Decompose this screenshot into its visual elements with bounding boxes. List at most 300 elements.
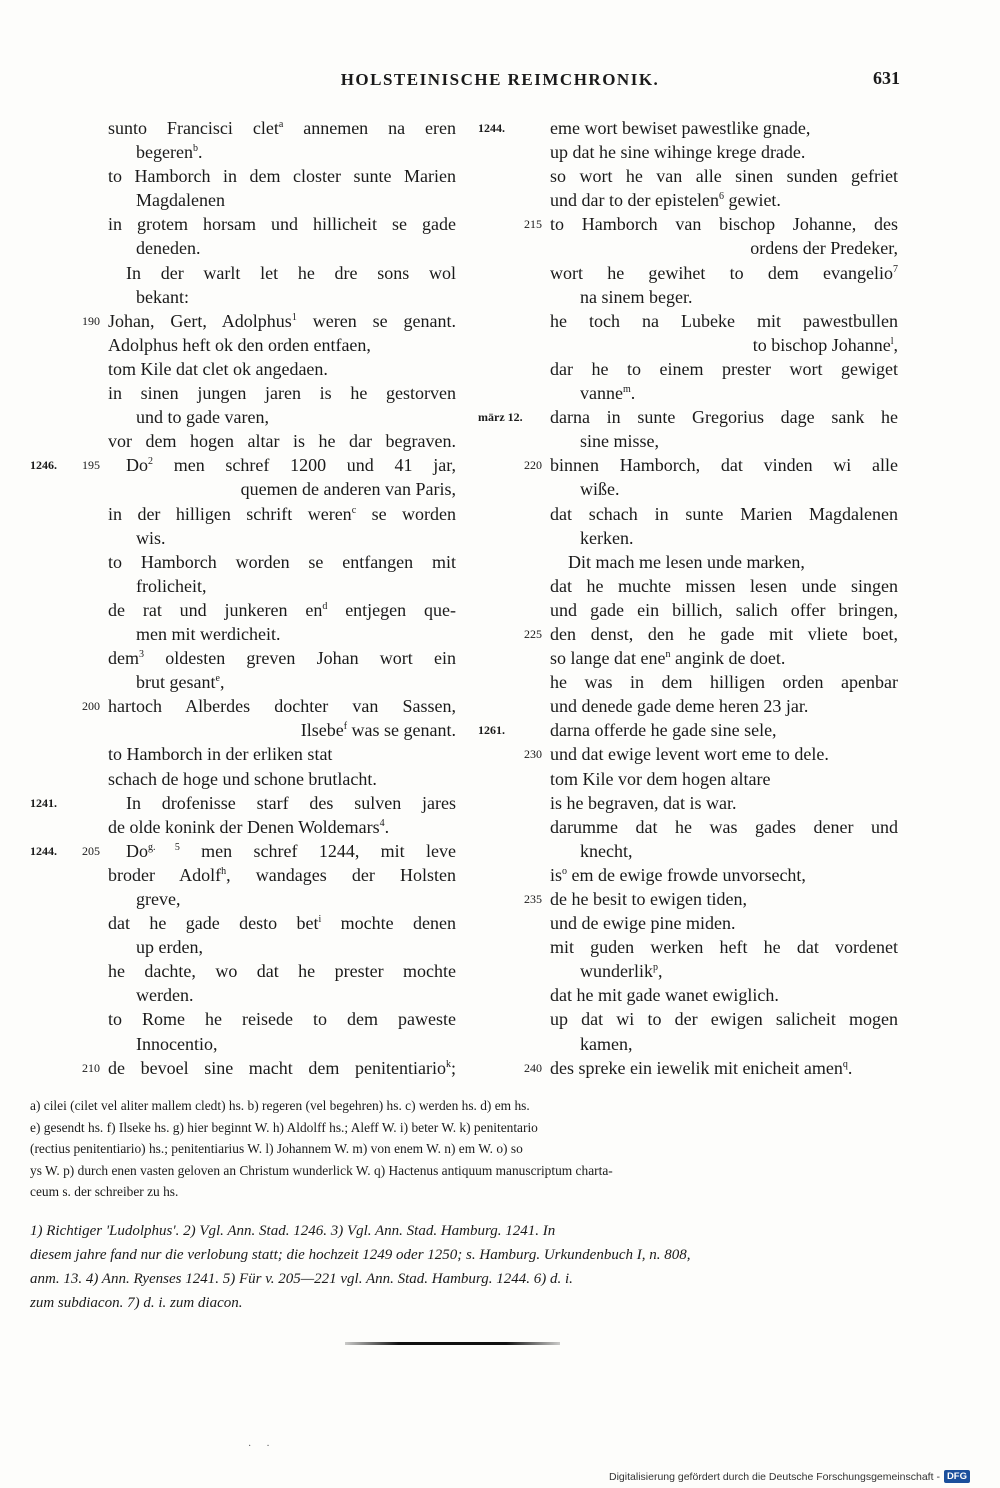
- verse-segment: kamen,: [580, 1033, 633, 1054]
- verse-segment: up dat he sine wihinge krege drade.: [550, 142, 806, 163]
- verse-line: [470, 694, 900, 718]
- note-marker: n: [665, 649, 671, 661]
- verse-text: [550, 357, 898, 381]
- verse-line: [470, 935, 900, 959]
- verse-text: [550, 767, 898, 791]
- verse-segment: wiße.: [580, 479, 620, 500]
- verse-segment: begeren: [136, 142, 193, 163]
- verse-number: 210: [82, 1060, 100, 1075]
- verse-line: [470, 453, 900, 477]
- verse-text: [136, 405, 456, 429]
- verse-text: [108, 429, 456, 453]
- verse-line: [470, 911, 900, 935]
- verse-line: [470, 1032, 900, 1056]
- verse-line: [30, 742, 460, 766]
- verse-text: [550, 309, 898, 333]
- verse-segment: dat he gade desto bet: [108, 913, 319, 934]
- verse-text: [108, 1007, 456, 1031]
- digitization-credit: [609, 1470, 970, 1483]
- verse-text: [108, 598, 456, 622]
- verse-line: [30, 598, 460, 622]
- verse-segment: mit guden werken heft he dat vordenet: [550, 937, 898, 958]
- verse-segment: knecht,: [580, 840, 633, 861]
- verse-text: [550, 405, 898, 429]
- verse-segment: binnen Hamborch, dat vinden wi alle: [550, 455, 898, 476]
- note-marker: e: [215, 673, 220, 685]
- verse-text: [108, 791, 456, 815]
- verse-segment: weren se genant.: [296, 310, 456, 331]
- verse-number: 225: [524, 626, 542, 641]
- verse-segment: angink de doet.: [670, 648, 786, 669]
- verse-line: [470, 718, 900, 742]
- verse-text: [108, 839, 456, 863]
- end-rule: [345, 1342, 560, 1345]
- note-marker: b: [192, 143, 198, 155]
- verse-line: [30, 429, 460, 453]
- verse-segment: Do: [108, 840, 148, 861]
- verse-segment: dat he mit gade wanet ewiglich.: [550, 985, 779, 1006]
- verse-segment: werden.: [136, 985, 194, 1006]
- verse-line: [470, 767, 900, 791]
- verse-line: [470, 212, 900, 236]
- verse-line: [30, 863, 460, 887]
- verse-segment: de bevoel sine macht dem penitentiario: [108, 1057, 446, 1078]
- verse-segment: to Hamborch worden se entfangen mit: [108, 551, 456, 572]
- year-marker: 1241.: [30, 795, 57, 810]
- verse-segment: Ilsebe: [300, 720, 344, 741]
- verse-line: [470, 140, 900, 164]
- verse-number: 200: [82, 699, 100, 714]
- verse-segment: Johan, Gert, Adolphus: [108, 310, 292, 331]
- verse-text: [550, 212, 898, 236]
- verse-segment: dar he to einem prester wort gewiget: [550, 358, 898, 379]
- verse-text: [580, 959, 898, 983]
- verse-segment: se worden: [356, 503, 456, 524]
- verse-text: [550, 502, 898, 526]
- verse-text: [550, 983, 898, 1007]
- verse-segment: Do: [108, 455, 148, 476]
- note-marker: a: [278, 119, 284, 130]
- verse-segment: .: [847, 1057, 853, 1078]
- verse-segment: broder Adolf: [108, 864, 222, 885]
- verse-segment: und gade ein billich, salich offer bringen,: [550, 599, 898, 620]
- verse-line: [30, 911, 460, 935]
- verse-text: [550, 1007, 898, 1031]
- verse-number: 205: [82, 843, 100, 858]
- verse-text: [580, 477, 898, 501]
- verse-segment: des spreke ein iewelik mit enicheit amen: [550, 1057, 843, 1078]
- verse-text: [108, 742, 456, 766]
- year-marker: 1261.: [478, 723, 505, 738]
- verse-segment: in sinen jungen jaren is he gestorven: [108, 383, 456, 404]
- verse-segment: , wandages der Holsten: [226, 864, 456, 885]
- verse-line: [30, 357, 460, 381]
- verse-segment: de he besit to ewigen tiden,: [550, 889, 747, 909]
- year-marker: märz 12.: [478, 410, 523, 425]
- verse-line: [30, 574, 460, 598]
- verse-text: [550, 911, 898, 935]
- note-marker: i: [318, 914, 322, 926]
- verse-line: [470, 1007, 900, 1031]
- verse-segment: und dar to der epistelen: [550, 190, 719, 211]
- verse-text: [136, 140, 456, 164]
- verse-segment: Innocentio,: [136, 1033, 218, 1054]
- note-marker: m: [622, 384, 631, 396]
- verse-segment: Dit mach me lesen unde marken,: [550, 551, 805, 572]
- verse-segment: greve,: [136, 889, 181, 909]
- verse-line: [470, 309, 900, 333]
- verse-segment: eme wort bewiset pawestlike gnade,: [550, 118, 811, 138]
- left-verse-column: [30, 116, 460, 1080]
- verse-segment: is he begraven, dat is war.: [550, 792, 737, 813]
- verse-text: [108, 212, 456, 236]
- verse-segment: vanne: [580, 383, 623, 404]
- verse-text: [550, 188, 898, 212]
- verse-segment: dat schach in sunte Marien Magdalenen: [550, 503, 898, 524]
- verse-text: [550, 550, 898, 574]
- right-verse-column: [470, 116, 900, 1080]
- verse-segment: up erden,: [136, 937, 203, 958]
- note-marker: f: [343, 721, 348, 733]
- note-marker: g. 5: [148, 841, 180, 853]
- verse-line: [470, 261, 900, 285]
- verse-text: [550, 887, 898, 911]
- verse-line: [30, 983, 460, 1007]
- verse-segment: und dat ewige levent wort eme to dele.: [550, 744, 829, 765]
- verse-line: [30, 550, 460, 574]
- verse-text: [580, 429, 898, 453]
- verse-segment: deneden.: [136, 238, 201, 259]
- dfg-logo: DFG: [944, 1470, 970, 1483]
- verse-line: [470, 116, 900, 140]
- verse-segment: to Hamborch in dem closter sunte Marien: [108, 166, 456, 187]
- verse-line: [30, 839, 460, 863]
- verse-segment: Magdalenen: [136, 190, 225, 211]
- note-marker: 4: [379, 817, 385, 829]
- verse-segment: gewiet.: [723, 190, 781, 211]
- verse-segment: wunderlik: [580, 961, 653, 982]
- verse-line: [30, 261, 460, 285]
- verse-text: [136, 1032, 456, 1056]
- verse-segment: frolicheit,: [136, 575, 207, 596]
- verse-text: [108, 1056, 456, 1080]
- verse-line: [470, 357, 900, 381]
- verse-segment: ,: [893, 334, 898, 355]
- variant-notes: [30, 1095, 900, 1203]
- verse-segment: mochte denen: [321, 913, 456, 934]
- verse-text: [136, 188, 456, 212]
- verse-line: [470, 1056, 900, 1080]
- variant-note-line: a) cilei (cilet vel aliter mallem cledt) hs. b) regeren (vel begehren) hs. c) werden hs. d) em hs.: [30, 1098, 530, 1113]
- verse-line: [470, 815, 900, 839]
- verse-line: [30, 694, 460, 718]
- verse-text: [108, 815, 456, 839]
- verse-line: [470, 742, 900, 766]
- verse-line: [470, 791, 900, 815]
- verse-line: [470, 959, 900, 983]
- verse-text: [108, 863, 456, 887]
- verse-text: [108, 357, 456, 381]
- verse-text: [108, 550, 456, 574]
- verse-segment: hartoch Alberdes dochter van Sassen,: [108, 696, 456, 717]
- verse-segment: In drofenisse starf des sulven jares: [108, 792, 456, 813]
- verse-segment: Adolphus heft ok den orden entfaen,: [108, 334, 371, 355]
- verse-text: [550, 935, 898, 959]
- verse-segment: tom Kile dat clet ok angedaen.: [108, 358, 328, 379]
- verse-line: [30, 333, 460, 357]
- verse-segment: so lange dat ene: [550, 648, 666, 669]
- verse-line: [470, 983, 900, 1007]
- verse-segment: wort he gewihet to dem evangelio: [550, 262, 893, 283]
- verse-text: [550, 718, 898, 742]
- verse-text: [136, 236, 456, 260]
- verse-line: [30, 767, 460, 791]
- verse-segment: und to gade varen,: [136, 407, 269, 428]
- year-marker: 1244.: [30, 843, 57, 858]
- verse-text: [550, 1056, 898, 1080]
- verse-line: [30, 1056, 460, 1080]
- verse-text: [550, 453, 898, 477]
- verse-segment: so wort he van alle sinen sunden gefriet: [550, 166, 898, 187]
- verse-line: [30, 116, 460, 140]
- verse-line: [30, 140, 460, 164]
- verse-text: [108, 911, 456, 935]
- verse-segment: to Hamborch in der erliken stat: [108, 744, 333, 765]
- verse-segment: ,: [219, 672, 225, 693]
- footnote-line: zum subdiacon. 7) d. i. zum diacon.: [30, 1295, 243, 1311]
- verse-segment: wis.: [136, 527, 166, 548]
- verse-text: [550, 140, 898, 164]
- verse-text: [550, 164, 898, 188]
- note-marker: c: [351, 504, 357, 516]
- verse-line: [470, 381, 900, 405]
- verse-text: [108, 477, 456, 501]
- verse-segment: .: [630, 383, 636, 404]
- verse-text: [108, 718, 456, 742]
- verse-segment: bekant:: [136, 286, 189, 307]
- verse-line: [30, 212, 460, 236]
- verse-segment: men mit werdicheit.: [136, 623, 281, 644]
- verse-segment: ;: [450, 1057, 456, 1078]
- verse-line: [30, 670, 460, 694]
- verse-line: [30, 526, 460, 550]
- note-marker: 1: [291, 311, 297, 323]
- verse-segment: was se genant.: [347, 720, 456, 741]
- verse-segment: In der warlt let he dre sons wol: [108, 262, 456, 283]
- verse-segment: entjegen que-: [327, 599, 456, 620]
- verse-text: [550, 742, 898, 766]
- verse-line: [30, 285, 460, 309]
- verse-number: 215: [524, 217, 542, 232]
- verse-text: [580, 381, 898, 405]
- verse-segment: na sinem beger.: [580, 286, 693, 307]
- verse-text: [550, 670, 898, 694]
- verse-line: [470, 598, 900, 622]
- verse-text: [550, 694, 898, 718]
- verse-line: [30, 1032, 460, 1056]
- note-marker: l: [890, 335, 894, 347]
- verse-line: [470, 333, 900, 357]
- verse-text: [108, 261, 456, 285]
- verse-segment: darumme dat he was gades dener und: [550, 816, 898, 837]
- verse-number: 220: [524, 458, 542, 473]
- verse-segment: .: [384, 816, 390, 837]
- verse-number: 230: [524, 747, 542, 762]
- note-marker: 6: [718, 191, 724, 203]
- running-title: HOLSTEINISCHE REIMCHRONIK.: [340, 70, 660, 89]
- verse-line: [470, 164, 900, 188]
- verse-line: [30, 815, 460, 839]
- verse-segment: ordens der Predeker,: [750, 238, 898, 259]
- verse-segment: annemen na eren: [283, 118, 456, 138]
- verse-segment: den denst, den he gade mit vliete boet,: [550, 623, 898, 644]
- verse-line: [470, 670, 900, 694]
- verse-segment: sunto Francisci clet: [108, 118, 279, 138]
- verse-line: [470, 429, 900, 453]
- verse-segment: darna in sunte Gregorius dage sank he: [550, 407, 898, 428]
- verse-segment: und denede gade deme heren 23 jar.: [550, 696, 809, 717]
- verse-segment: schach de hoge und schone brutlacht.: [108, 768, 377, 789]
- verse-line: [470, 502, 900, 526]
- verse-segment: sine misse,: [580, 431, 659, 452]
- verse-line: [30, 453, 460, 477]
- verse-segment: ,: [657, 961, 663, 982]
- note-marker: h: [221, 865, 227, 877]
- verse-line: [30, 646, 460, 670]
- verse-segment: to bischop Johanne: [752, 334, 891, 355]
- note-marker: o: [562, 865, 568, 877]
- verse-line: [30, 718, 460, 742]
- verse-text: [108, 381, 456, 405]
- verse-segment: dem: [108, 648, 139, 669]
- credit-text: Digitalisierung gefördert durch die Deutsche Forschungsgemeinschaft -: [609, 1470, 940, 1483]
- verse-segment: em de ewige frowde unvorsecht,: [567, 864, 806, 885]
- verse-line: [30, 959, 460, 983]
- verse-text: [108, 116, 456, 140]
- verse-text: [550, 863, 898, 887]
- verse-text: [136, 622, 456, 646]
- verse-line: [470, 285, 900, 309]
- verse-line: [470, 622, 900, 646]
- verse-number: 195: [82, 458, 100, 473]
- verse-text: [136, 983, 456, 1007]
- note-marker: k: [445, 1058, 451, 1070]
- verse-segment: vor dem hogen altar is he dar begraven.: [108, 431, 456, 452]
- verse-segment: is: [550, 864, 563, 885]
- page-number: 631: [873, 68, 900, 88]
- verse-segment: brut gesant: [136, 672, 216, 693]
- verse-text: [136, 574, 456, 598]
- verse-text: [550, 261, 898, 285]
- verse-text: [550, 574, 898, 598]
- verse-text: [108, 959, 456, 983]
- verse-line: [30, 791, 460, 815]
- verse-line: [470, 646, 900, 670]
- verse-line: [30, 236, 460, 260]
- verse-segment: in grotem horsam und hillicheit se gade: [108, 214, 456, 235]
- verse-text: [550, 791, 898, 815]
- note-marker: d: [322, 600, 328, 612]
- verse-segment: dat he muchte missen lesen unde singen: [550, 575, 898, 596]
- verse-number: 190: [82, 313, 100, 328]
- verse-text: [550, 815, 898, 839]
- verse-text: [108, 164, 456, 188]
- verse-line: [30, 887, 460, 911]
- verse-segment: kerken.: [580, 527, 634, 548]
- verse-segment: he dachte, wo dat he prester mochte: [108, 961, 456, 982]
- verse-line: [470, 188, 900, 212]
- verse-text: [136, 285, 456, 309]
- variant-note-line: ys W. p) durch enen vasten geloven an Christum wunderlick W. q) Hactenus antiquum manuscriptum charta-: [30, 1162, 613, 1178]
- verse-text: [136, 935, 456, 959]
- verse-line: [30, 188, 460, 212]
- note-marker: 7: [893, 263, 898, 275]
- verse-segment: darna offerde he gade sine sele,: [550, 720, 777, 741]
- verse-text: [550, 622, 898, 646]
- verse-line: [470, 236, 900, 260]
- verse-text: [550, 116, 898, 140]
- verse-line: [30, 381, 460, 405]
- note-marker: p: [652, 962, 658, 974]
- verse-line: [30, 622, 460, 646]
- verse-text: [550, 236, 898, 260]
- verse-text: [108, 767, 456, 791]
- verse-text: [550, 333, 898, 357]
- verse-line: [470, 863, 900, 887]
- verse-segment: .: [197, 142, 203, 163]
- verse-text: [108, 309, 456, 333]
- verse-line: [30, 164, 460, 188]
- verse-text: [108, 694, 456, 718]
- verse-segment: up dat wi to der ewigen salicheit mogen: [550, 1009, 898, 1030]
- verse-line: [470, 550, 900, 574]
- note-marker: q: [842, 1058, 848, 1070]
- year-marker: 1244.: [478, 121, 505, 135]
- verse-line: [30, 405, 460, 429]
- verse-segment: men schref 1244, mit leve: [179, 840, 456, 861]
- verse-segment: he toch na Lubeke mit pawestbullen: [550, 310, 898, 331]
- verse-segment: in der hilligen schrift weren: [108, 503, 352, 524]
- verse-line: [470, 887, 900, 911]
- verse-line: [30, 1007, 460, 1031]
- verse-number: 240: [524, 1060, 542, 1075]
- verse-segment: oldesten greven Johan wort ein: [144, 648, 456, 669]
- scan-specks: · ·: [248, 1441, 270, 1452]
- verse-line: [30, 935, 460, 959]
- verse-text: [108, 453, 456, 477]
- verse-segment: to Hamborch van bischop Johanne, des: [550, 214, 898, 235]
- note-marker: 3: [139, 649, 144, 661]
- year-marker: 1246.: [30, 458, 57, 473]
- verse-text: [108, 646, 456, 670]
- verse-segment: to Rome he reisede to dem paweste: [108, 1009, 456, 1030]
- verse-text: [136, 887, 456, 911]
- verse-text: [580, 285, 898, 309]
- verse-line: [470, 839, 900, 863]
- verse-line: [470, 405, 900, 429]
- verse-text: [580, 839, 898, 863]
- verse-line: [30, 477, 460, 501]
- verse-text: [580, 526, 898, 550]
- verse-segment: men schref 1200 und 41 jar,: [153, 455, 456, 476]
- note-marker: 2: [148, 456, 153, 468]
- verse-text: [108, 502, 456, 526]
- footnote-line: 1) Richtiger 'Ludolphus'. 2) Vgl. Ann. Stad. 1246. 3) Vgl. Ann. Stad. Hamburg. 1241. In: [30, 1223, 556, 1239]
- verse-text: [136, 670, 456, 694]
- footnote-line: diesem jahre fand nur die verlobung statt; die hochzeit 1249 oder 1250; s. Hamburg. Urkundenbuch I, n. 808,: [30, 1247, 691, 1263]
- verse-line: [470, 477, 900, 501]
- verse-text: [580, 1032, 898, 1056]
